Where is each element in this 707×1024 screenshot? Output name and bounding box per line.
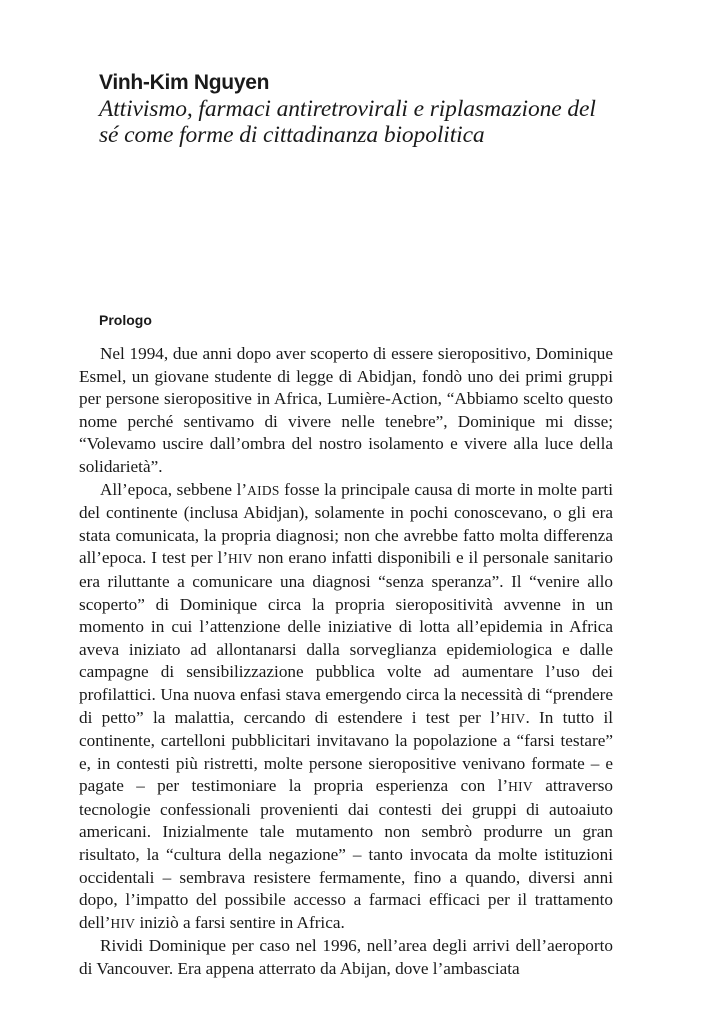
acronym-hiv: HIV bbox=[110, 915, 136, 931]
section-heading: Prologo bbox=[99, 312, 152, 328]
acronym-hiv: HIV bbox=[508, 779, 533, 795]
acronym-hiv: HIV bbox=[500, 710, 526, 726]
article-title bbox=[99, 96, 639, 148]
body-text bbox=[79, 343, 613, 981]
author-name: Vinh-Kim Nguyen bbox=[99, 71, 270, 94]
paragraph-2: All’epoca, sebbene l’AIDS fosse la principale causa di morte in molte parti del continente (inclusa Abidjan), solamente in pochi conoscevano, o gli era stata comunicata, la propria diagnosi; non che avrebbe fatto molta differenza all’epoca. I test per l’HIV non erano infatti disponibili e il personale sanitario era riluttante a comunicare una diagnosi “senza speranza”. Il “venire allo scoperto” di Dominique circa la propria sieropositività avvenne in un momento in cui l’attenzione delle iniziative di lotta all’epidemia in Africa aveva iniziato ad allontanarsi dalla sorveglianza epidemiologica e dalle campagne di sensibilizzazione pubblica volte ad aumentare l’uso dei profilattici. Una nuova enfasi stava emergendo circa la necessità di “prendere di petto” la malattia, cercando di estendere i test per l’HIV. In tutto il continente, cartelloni pubblicitari invitavano la popolazione a “farsi testare” e, in contesti più ristretti, molte persone sieropositive venivano formate – e pagate – per testimoniare la propria esperienza con l’HIV attraverso tecnologie confessionali provenienti dai contesti dei gruppi di autoaiuto americani. Inizialmente tale mutamento non sembrò produrre un gran risultato, la “cultura della negazione” – tanto invocata da molte istituzioni occidentali – sembrava resistere fermamente, fino a quando, diversi anni dopo, l’impatto del possibile accesso a farmaci efficaci per il trattamento dell’HIV iniziò a farsi sentire in Africa. bbox=[79, 479, 613, 932]
article-title-line-2: sé come forme di cittadinanza biopolitica bbox=[99, 122, 485, 148]
paragraph-3: Rividi Dominique per caso nel 1996, nell’area degli arrivi dell’aeroporto di Vancouver. Era appena atterrato da Abijan, dove l’ambasciata bbox=[79, 936, 613, 979]
acronym-aids: AIDS bbox=[247, 482, 280, 498]
article-title-line-1: Attivismo, farmaci antiretrovirali e riplasmazione del bbox=[99, 96, 596, 122]
paragraph-1: Nel 1994, due anni dopo aver scoperto di essere sieropositivo, Dominique Esmel, un giovane studente di legge di Abidjan, fondò uno dei primi gruppi per persone sieropositive in Africa, Lumière-Action, “Abbiamo scelto questo nome perché sentivamo di vivere nelle tenebre”, Dominique mi disse; “Volevamo uscire dall’ombra del nostro isolamento e vivere alla luce della solidarietà”. bbox=[79, 344, 613, 476]
acronym-hiv: HIV bbox=[228, 551, 253, 567]
